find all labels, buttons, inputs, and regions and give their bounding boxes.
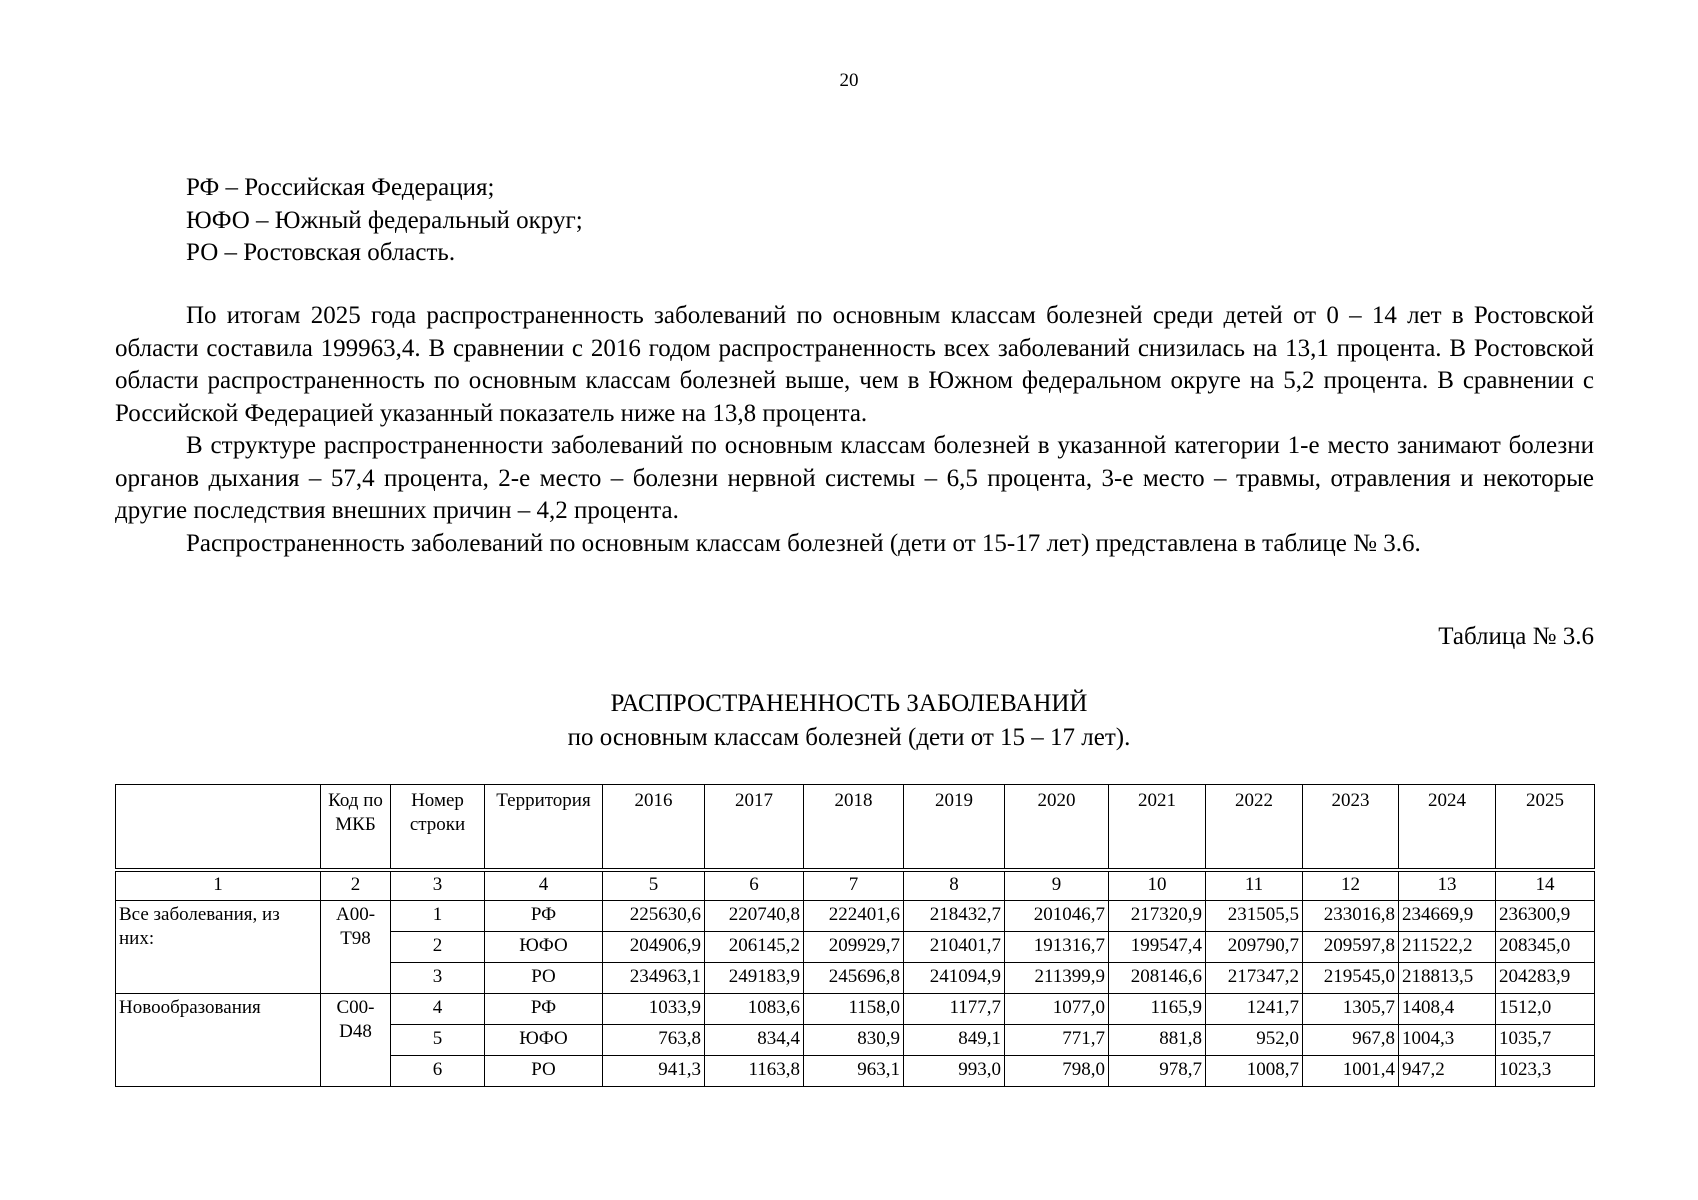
value-cell: 217347,2: [1206, 963, 1303, 994]
value-cell: 947,2: [1399, 1056, 1496, 1087]
value-cell: 830,9: [804, 1025, 904, 1056]
territory-cell: РФ: [485, 901, 603, 932]
value-cell: 217320,9: [1109, 901, 1206, 932]
header-cell-territory: Территория: [485, 785, 603, 871]
column-number-row: [116, 870, 1595, 901]
header-cell-icd-code: Код по МКБ: [321, 785, 391, 871]
column-number-cell: 13: [1399, 870, 1496, 901]
header-cell-year: 2021: [1109, 785, 1206, 871]
territory-cell: ЮФО: [485, 932, 603, 963]
value-cell: 1158,0: [804, 994, 904, 1025]
header-cell-year: 2016: [603, 785, 705, 871]
value-cell: 1035,7: [1496, 1025, 1595, 1056]
icd-code-cell: С00-D48: [321, 994, 391, 1087]
value-cell: 201046,7: [1005, 901, 1109, 932]
header-cell: [116, 785, 321, 871]
value-cell: 206145,2: [705, 932, 804, 963]
value-cell: 204906,9: [603, 932, 705, 963]
value-cell: 1177,7: [904, 994, 1005, 1025]
value-cell: 231505,5: [1206, 901, 1303, 932]
disease-class-cell: Все заболевания, из них:: [116, 901, 321, 994]
value-cell: 1241,7: [1206, 994, 1303, 1025]
value-cell: 834,4: [705, 1025, 804, 1056]
value-cell: 1001,4: [1303, 1056, 1399, 1087]
value-cell: 241094,9: [904, 963, 1005, 994]
value-cell: 209597,8: [1303, 932, 1399, 963]
line-number-cell: 1: [391, 901, 485, 932]
value-cell: 849,1: [904, 1025, 1005, 1056]
value-cell: 204283,9: [1496, 963, 1595, 994]
header-cell-year: 2025: [1496, 785, 1595, 871]
disease-class-cell: Новообразования: [116, 994, 321, 1087]
value-cell: 1008,7: [1206, 1056, 1303, 1087]
header-cell-year: 2024: [1399, 785, 1496, 871]
header-row: [116, 785, 1595, 871]
table-caption: Таблица № 3.6: [1438, 623, 1594, 650]
line-number-cell: 2: [391, 932, 485, 963]
column-number-cell: 6: [705, 870, 804, 901]
header-cell-year: 2023: [1303, 785, 1399, 871]
value-cell: 993,0: [904, 1056, 1005, 1087]
value-cell: 211399,9: [1005, 963, 1109, 994]
value-cell: 941,3: [603, 1056, 705, 1087]
value-cell: 1077,0: [1005, 994, 1109, 1025]
value-cell: 236300,9: [1496, 901, 1595, 932]
header-cell-line-number: Номер строки: [391, 785, 485, 871]
header-cell-year: 2019: [904, 785, 1005, 871]
value-cell: 219545,0: [1303, 963, 1399, 994]
column-number-cell: 9: [1005, 870, 1109, 901]
column-number-cell: 8: [904, 870, 1005, 901]
value-cell: 771,7: [1005, 1025, 1109, 1056]
value-cell: 222401,6: [804, 901, 904, 932]
abbreviation-item: РФ – Российская Федерация;: [186, 174, 495, 201]
abbreviation-item: ЮФО – Южный федеральный округ;: [186, 206, 583, 234]
value-cell: 218432,7: [904, 901, 1005, 932]
territory-cell: РО: [485, 1056, 603, 1087]
header-cell-year: 2018: [804, 785, 904, 871]
value-cell: 1163,8: [705, 1056, 804, 1087]
value-cell: 218813,5: [1399, 963, 1496, 994]
value-cell: 978,7: [1109, 1056, 1206, 1087]
value-cell: 798,0: [1005, 1056, 1109, 1087]
column-number-cell: 11: [1206, 870, 1303, 901]
column-number-cell: 7: [804, 870, 904, 901]
value-cell: 1305,7: [1303, 994, 1399, 1025]
value-cell: 967,8: [1303, 1025, 1399, 1056]
value-cell: 963,1: [804, 1056, 904, 1087]
line-number-cell: 6: [391, 1056, 485, 1087]
table-title: РАСПРОСТРАНЕННОСТЬ ЗАБОЛЕВАНИЙ: [610, 690, 1088, 717]
value-cell: 763,8: [603, 1025, 705, 1056]
value-cell: 233016,8: [1303, 901, 1399, 932]
column-number-cell: 1: [116, 870, 321, 901]
territory-cell: РО: [485, 963, 603, 994]
value-cell: 209790,7: [1206, 932, 1303, 963]
value-cell: 211522,2: [1399, 932, 1496, 963]
value-cell: 220740,8: [705, 901, 804, 932]
body-text: [115, 300, 1594, 560]
value-cell: 210401,7: [904, 932, 1005, 963]
value-cell: 1023,3: [1496, 1056, 1595, 1087]
value-cell: 1083,6: [705, 994, 804, 1025]
abbreviation-item: РО – Ростовская область.: [186, 239, 456, 266]
line-number-cell: 3: [391, 963, 485, 994]
line-number-cell: 4: [391, 994, 485, 1025]
value-cell: 245696,8: [804, 963, 904, 994]
value-cell: 881,8: [1109, 1025, 1206, 1056]
column-number-cell: 3: [391, 870, 485, 901]
value-cell: 1165,9: [1109, 994, 1206, 1025]
value-cell: 234963,1: [603, 963, 705, 994]
value-cell: 199547,4: [1109, 932, 1206, 963]
value-cell: 191316,7: [1005, 932, 1109, 963]
table-subtitle: по основным классам болезней (дети от 15 – 17 лет).: [567, 724, 1131, 751]
column-number-cell: 2: [321, 870, 391, 901]
line-number-cell: 5: [391, 1025, 485, 1056]
paragraph: Распространенность заболеваний по основным классам болезней (дети от 15-17 лет) представлена в таблице № 3.6.: [186, 529, 1421, 557]
prevalence-table: [115, 784, 1595, 1087]
abbreviations-list: [186, 172, 583, 270]
value-cell: 208146,6: [1109, 963, 1206, 994]
column-number-cell: 12: [1303, 870, 1399, 901]
value-cell: 952,0: [1206, 1025, 1303, 1056]
value-cell: 209929,7: [804, 932, 904, 963]
territory-cell: ЮФО: [485, 1025, 603, 1056]
table-row: [116, 901, 1595, 932]
column-number-cell: 10: [1109, 870, 1206, 901]
page-number: 20: [839, 70, 859, 91]
icd-code-cell: А00-Т98: [321, 901, 391, 994]
value-cell: 1408,4: [1399, 994, 1496, 1025]
value-cell: 249183,9: [705, 963, 804, 994]
territory-cell: РФ: [485, 994, 603, 1025]
value-cell: 1033,9: [603, 994, 705, 1025]
header-cell-year: 2017: [705, 785, 804, 871]
header-cell-year: 2020: [1005, 785, 1109, 871]
header-cell-year: 2022: [1206, 785, 1303, 871]
value-cell: 225630,6: [603, 901, 705, 932]
paragraph: По итогам 2025 года распространенность заболеваний по основным классам болезней среди детей от 0 – 14 лет в Ростовской области составила 199963,4. В сравнении с 2016 годом распространенность всех заболеваний снизилась на 13,1 процента. В Ростовской области распространенность по основным классам болезней выше, чем в Южном федеральном округе на 5,2 процента. В сравнении с Российской Федерацией указанный показатель ниже на 13,8 процента.: [115, 302, 1594, 427]
table-row: [116, 994, 1595, 1025]
value-cell: 1512,0: [1496, 994, 1595, 1025]
column-number-cell: 4: [485, 870, 603, 901]
paragraph: В структуре распространенности заболеваний по основным классам болезней в указанной категории 1-е место занимают болезни органов дыхания – 57,4 процента, 2-е место – болезни нервной системы – 6,5 процента, 3-е место – травмы, отравления и некоторые другие последствия внешних причин – 4,2 процента.: [115, 432, 1594, 524]
value-cell: 1004,3: [1399, 1025, 1496, 1056]
value-cell: 234669,9: [1399, 901, 1496, 932]
column-number-cell: 14: [1496, 870, 1595, 901]
value-cell: 208345,0: [1496, 932, 1595, 963]
column-number-cell: 5: [603, 870, 705, 901]
